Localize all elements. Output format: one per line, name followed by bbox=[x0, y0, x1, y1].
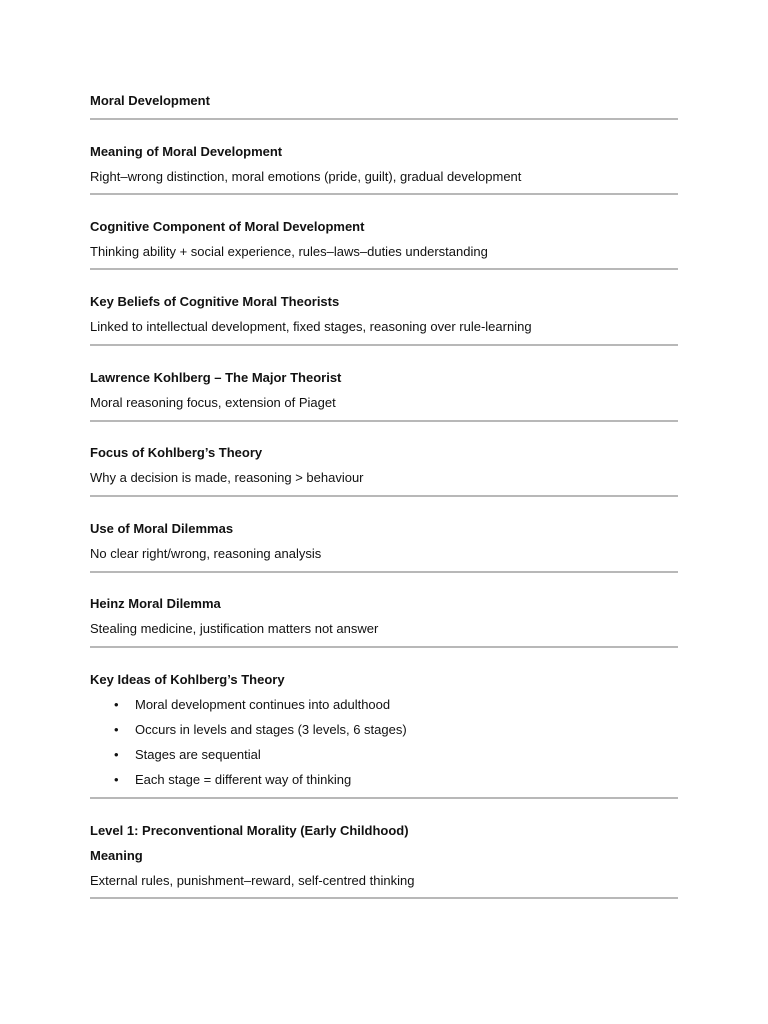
section-body: No clear right/wrong, reasoning analysis bbox=[90, 546, 322, 561]
section-heading: Level 1: Preconventional Morality (Early Childhood) bbox=[90, 823, 409, 838]
section-body: Linked to intellectual development, fixed stages, reasoning over rule-learning bbox=[90, 319, 532, 334]
section-body: Stealing medicine, justification matters not answer bbox=[90, 621, 379, 636]
sub-heading: Meaning bbox=[90, 848, 143, 863]
section-heading: Use of Moral Dilemmas bbox=[90, 521, 234, 536]
section-heading: Cognitive Component of Moral Development bbox=[90, 219, 365, 234]
section-body: External rules, punishment–reward, self-centred thinking bbox=[90, 873, 415, 888]
section-body: Moral reasoning focus, extension of Piaget bbox=[90, 395, 336, 410]
divider bbox=[90, 797, 678, 799]
section-heading: Key Beliefs of Cognitive Moral Theorists bbox=[90, 294, 340, 309]
section-heading: Focus of Kohlberg’s Theory bbox=[90, 445, 263, 460]
section-body: Why a decision is made, reasoning > behaviour bbox=[90, 470, 364, 485]
bullet-icon: • bbox=[114, 772, 119, 787]
list-item-text: Occurs in levels and stages (3 levels, 6 stages) bbox=[135, 722, 407, 737]
list-item-text: Stages are sequential bbox=[135, 747, 261, 762]
divider bbox=[90, 193, 678, 195]
divider bbox=[90, 571, 678, 573]
list-item-text: Each stage = different way of thinking bbox=[135, 772, 352, 787]
section-heading: Meaning of Moral Development bbox=[90, 144, 283, 159]
section-heading: Heinz Moral Dilemma bbox=[90, 596, 221, 611]
bullet-icon: • bbox=[114, 747, 119, 762]
divider bbox=[90, 495, 678, 497]
section-heading: Key Ideas of Kohlberg’s Theory bbox=[90, 672, 285, 687]
section-heading: Lawrence Kohlberg – The Major Theorist bbox=[90, 370, 342, 385]
section-body: Right–wrong distinction, moral emotions (pride, guilt), gradual development bbox=[90, 169, 522, 184]
divider bbox=[90, 268, 678, 270]
divider bbox=[90, 897, 678, 899]
document-title: Moral Development bbox=[90, 93, 210, 108]
bullet-icon: • bbox=[114, 697, 119, 712]
bullet-icon: • bbox=[114, 722, 119, 737]
divider bbox=[90, 344, 678, 346]
list-item-text: Moral development continues into adulthood bbox=[135, 697, 391, 712]
divider bbox=[90, 646, 678, 648]
divider bbox=[90, 420, 678, 422]
divider bbox=[90, 118, 678, 120]
section-body: Thinking ability + social experience, rules–laws–duties understanding bbox=[90, 244, 488, 259]
